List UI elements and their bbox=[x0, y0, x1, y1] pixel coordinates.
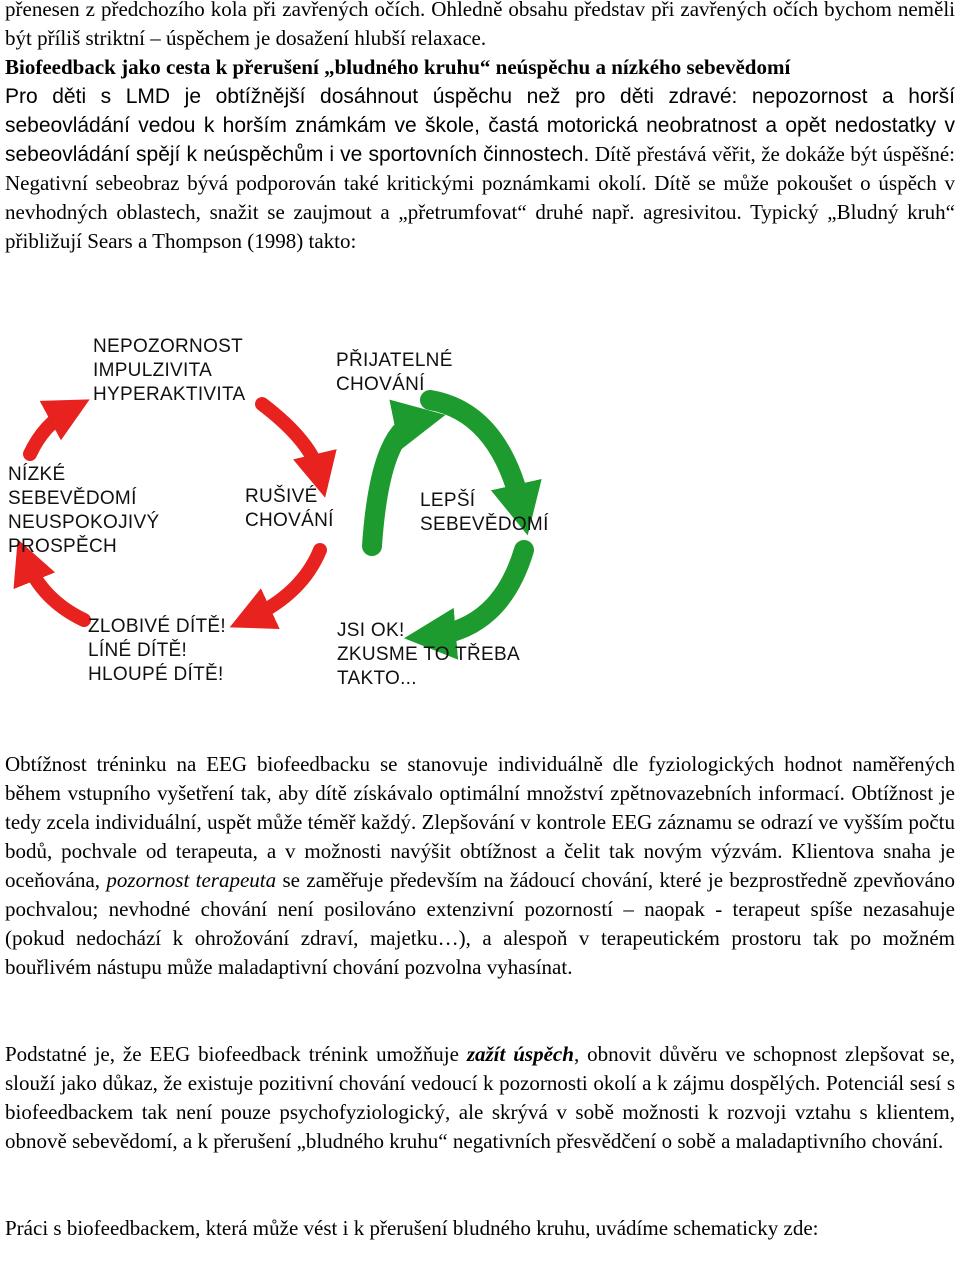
green-arrow-right-bottom bbox=[430, 550, 524, 636]
section-heading: Biofeedback jako cesta k přerušení „bludného kruhu“ neúspěchu a nízkého sebevědomí bbox=[5, 55, 791, 79]
red-arrow-left-top bbox=[30, 410, 70, 454]
label-hyperactivity: HYPERAKTIVITA bbox=[93, 384, 246, 405]
label-lazy-child: LÍNÉ DÍTĚ! bbox=[88, 640, 188, 661]
paragraph-training-part-c: Zlepšování v kontrole EEG záznamu se odrazí ve vyšším počtu bodů, pochvale od terapeuta, a v možnosti navýšit obtížnost a čelit tak novým výzvám. bbox=[5, 810, 956, 863]
red-arrow-bottom-left bbox=[26, 560, 84, 620]
label-behavior-acceptable: CHOVÁNÍ bbox=[336, 374, 425, 395]
label-disruptive: RUŠIVÉ bbox=[245, 486, 318, 507]
paragraph-success-part-a: Podstatné je, že EEG biofeedback trénink umožňuje bbox=[5, 1042, 467, 1066]
label-naughty-child: ZLOBIVÉ DÍTĚ! bbox=[88, 616, 226, 637]
label-results: PROSPĚCH bbox=[8, 536, 118, 557]
label-you-are-ok: JSI OK! bbox=[337, 620, 405, 641]
label-better: LEPŠÍ bbox=[420, 490, 476, 511]
green-arrow-left-top bbox=[372, 420, 420, 546]
vicious-circle-diagram bbox=[0, 300, 560, 730]
paragraph-success-part-c: , obnovit důvěru ve schopnost zlepšovat se, slouží jako důkaz, že existuje pozitivní chování vedoucí k pozornosti okolí a k zájmu dospělých. bbox=[5, 1042, 956, 1095]
red-arrow-top-right bbox=[262, 404, 320, 476]
label-impulsivity: IMPULZIVITA bbox=[93, 360, 213, 381]
label-stupid-child: HLOUPÉ DÍTĚ! bbox=[88, 664, 224, 685]
paragraph-training-part-a: Obtížnost tréninku na EEG biofeedbacku se stanovuje individuálně dle fyziologických hodnot naměřených během vstupního vyšetření tak, aby dítě získávalo optimální množství zpětnovazebních informací. bbox=[5, 752, 955, 805]
label-lets-try: ZKUSME TO TŘEBA bbox=[337, 644, 520, 665]
paragraph-training-part-b: Obtížnost je tedy zcela individuální, uspět může téměř každý. bbox=[5, 781, 955, 834]
paragraph-training-part-f: se zaměřuje především na žádoucí chování, které je bezprostředně zpevňováno pochvalou; nevhodné chování není posilováno extenzivní pozorností – naopak - terapeut spíše nezasahuje (pokud nedochází k ohrožování zdraví, majetku…), a alespoň v terapeutickém prostoru tak po možném bouřlivém nástupu může maladaptivní chování pozvolna vyhasínat. bbox=[5, 868, 955, 979]
label-inattention: NEPOZORNOST bbox=[93, 336, 244, 357]
paragraph-lmd-part-a: Pro děti s LMD je obtížnější dosáhnout úspěchu než pro děti zdravé: nepozornost a horší sebeovládání vedou k horším známkám ve škole, častá motorická neobratnost a opět nedostatky v sebeovládání spějí k neúspěchům i ve sportovních činnostech. bbox=[5, 85, 955, 166]
label-self-esteem-better: SEBEVĚDOMÍ bbox=[420, 514, 549, 535]
red-arrow-right-bottom bbox=[250, 550, 320, 618]
paragraph-success-part-d: Potenciál sesí s biofeedbackem tak není pouze psychofyziologický, ale skrývá v sobě možnosti k rozvoji vztahu s klientem, obnově sebevědomí, a k přerušení „bludného kruhu“ negativních přesvědčení o sobě a maladaptivního chování. bbox=[5, 1071, 955, 1153]
paragraph-training-part-d: Klientova snaha je oceňována, bbox=[5, 839, 955, 892]
therapist-attention-emphasis: pozornost terapeuta bbox=[106, 868, 277, 892]
paragraph-lmd-part-b: Dítě přestává věřit, že dokáže být úspěšné: Negativní sebeobraz bývá podporován také kritickými poznámkami okolí. Dítě se může pokoušet o úspěch v nevhodných oblastech, snažit se zaujmout a „přetrumfovat“ druhé např. agresivitou. Typický „Bludný kruh“ přibližují Sears a Thompson (1998) takto: bbox=[5, 142, 955, 253]
experience-success-emphasis: zažít úspěch bbox=[466, 1042, 574, 1066]
paragraph-schematic: Práci s biofeedbackem, která může vést i k přerušení bludného kruhu, uvádíme schematicky zde: bbox=[5, 1216, 819, 1240]
label-this-way: TAKTO... bbox=[337, 668, 417, 689]
paragraph-training bbox=[5, 750, 955, 982]
label-low: NÍZKÉ bbox=[8, 464, 66, 485]
paragraph-success bbox=[5, 1040, 955, 1156]
paragraph-continued: přenesen z předchozího kola při zavřených očích. Ohledně obsahu představ při zavřených očích bychom neměli být příliš striktní – úspěchem je dosažení hlubší relaxace. bbox=[5, 0, 955, 50]
label-acceptable: PŘIJATELNÉ bbox=[336, 350, 453, 371]
label-behavior-disruptive: CHOVÁNÍ bbox=[245, 510, 334, 531]
paragraph-lmd bbox=[5, 82, 955, 256]
label-self-esteem-low: SEBEVĚDOMÍ bbox=[8, 488, 137, 509]
label-unsatisfactory: NEUSPOKOJIVÝ bbox=[8, 512, 160, 533]
